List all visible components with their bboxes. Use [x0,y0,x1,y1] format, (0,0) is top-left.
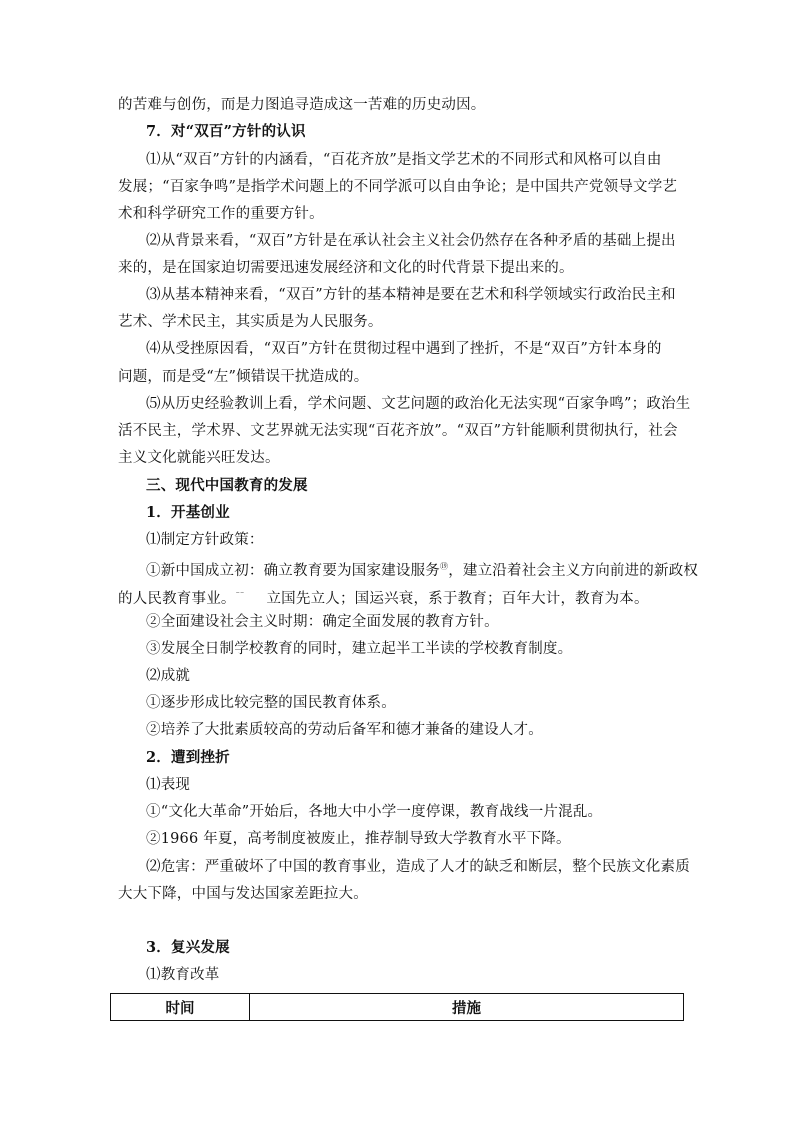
paragraph-line: ⑴制定方针政策： [146,532,264,548]
paragraph-line: ①逐步形成比较完整的国民教育体系。 [146,695,396,711]
paragraph-line: 艺术、学术民主，其实质是为人民服务。 [118,314,383,330]
subsection-heading: 2．遭到挫折 [146,749,230,766]
paragraph-text: ①新中国成立初：确立教育要为国家建设服务 [146,562,440,579]
paragraph-line: ⑷从受挫原因看，“双百”方针在贯彻过程中遇到了挫折，不是“双百”方针本身的 [146,341,662,357]
paragraph-line: 问题，而是受“左”倾错误干扰造成的。 [118,369,369,385]
paragraph-line: 来的，是在国家迫切需要迅速发展经济和文化的时代背景下提出来的。 [118,260,574,276]
paragraph-line: ⑶从基本精神来看，“双百”方针的基本精神是要在艺术和科学领域实行政治民主和 [146,287,676,303]
annotation-mark: ⑲ [440,562,449,571]
paragraph-line: 活不民主，学术界、文艺界就无法实现“百花齐放”。“双百”方针能顺利贯彻执行，社会 [118,423,678,439]
paragraph-line: ⑵成就 [146,668,191,684]
section-heading: 三、现代中国教育的发展 [146,477,308,494]
paragraph-text: ，建立沿着社会主义方向前进的新政权 [448,562,699,579]
paragraph-line: ③发展全日制学校教育的同时，建立起半工半读的学校教育制度。 [146,641,573,657]
paragraph-line: ②培养了大批素质较高的劳动后备军和德才兼备的建设人才。 [146,722,543,738]
paragraph-line: 主义文化就能兴旺发达。 [118,450,280,466]
annotation-mark: ⁻⁻ [235,590,245,599]
paragraph-line: ②1966 年夏，高考制度被废止，推荐制导致大学教育水平下降。 [146,831,571,847]
table-header-measures: 措施 [250,994,684,1021]
subsection-heading: 1．开基创业 [146,504,230,521]
paragraph-line: ⑵从背景来看，“双百”方针是在承认社会主义社会仍然存在各种矛盾的基础上提出 [146,233,676,249]
paragraph-line [146,557,698,581]
paragraph-line: ⑴从“双百”方针的内涵看，“百花齐放”是指文学艺术的不同形式和风格可以自由 [146,152,662,168]
paragraph-line: ②全面建设社会主义时期：确定全面发展的教育方针。 [146,614,499,630]
paragraph-text: 的人民教育事业。 [118,590,236,607]
table-header-row [111,994,684,1021]
section-heading: 7．对“双百”方针的认识 [146,123,306,140]
paragraph-line [118,585,649,609]
paragraph-text: 立国先立人；国运兴衰，系于教育；百年大计，教育为本。 [266,590,649,607]
paragraph-line: ⑴教育改革 [146,967,220,983]
paragraph-line: ①“文化大革命”开始后，各地大中小学一度停课，教育战线一片混乱。 [146,804,603,820]
paragraph-line: ⑴表现 [146,777,191,793]
paragraph-line: 的苦难与创伤，而是力图追寻造成这一苦难的历史动因。 [118,97,486,113]
paragraph-line: 大大下降，中国与发达国家差距拉大。 [118,886,368,902]
subsection-heading: 3．复兴发展 [146,939,230,956]
paragraph-line: 发展；“百家争鸣”是指学术问题上的不同学派可以自由争论；是中国共产党领导文学艺 [118,179,678,195]
education-reform-table [110,993,684,1021]
table-header-time: 时间 [111,994,250,1021]
paragraph-line: ⑸从历史经验教训上看，学术问题、文艺问题的政治化无法实现“百家争鸣”；政治生 [146,396,691,412]
paragraph-line: ⑵危害：严重破坏了中国的教育事业，造成了人才的缺乏和断层，整个民族文化素质 [146,859,690,875]
paragraph-line: 术和科学研究工作的重要方针。 [118,206,324,222]
